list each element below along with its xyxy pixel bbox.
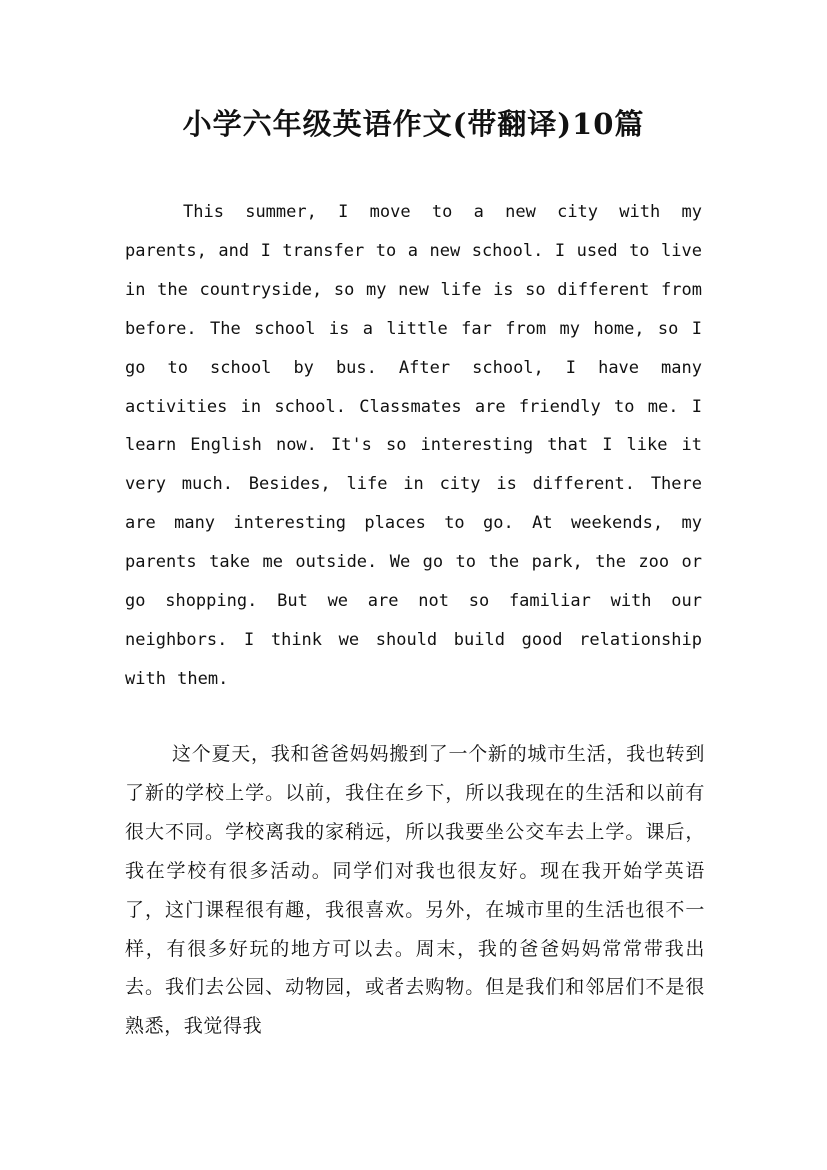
english-essay-paragraph: This summer, I move to a new city with my parents, and I transfer to a new school. I used to live in the countryside, so my new life is so different from before. The school is a little far from my home, so I go to school by bus. After school, I have many activities in school. Classmates are friendly to me. I learn English now. It's so interesting that I like it very much. Besides, life in city is different. There are many interesting places to go. At weekends, my parents take me outside. We go to the park, the zoo or go shopping. But we are not so familiar with our neighbors. I think we should build good relationship with them. bbox=[125, 202, 702, 689]
chinese-translation-paragraph: 这个夏天，我和爸爸妈妈搬到了一个新的城市生活，我也转到了新的学校上学。以前，我住在乡下，所以我现在的生活和以前有很大不同。学校离我的家稍远，所以我要坐公交车去上学。课后，我在学校有很多活动。同学们对我也很友好。现在我开始学英语了，这门课程很有趣，我很喜欢。另外，在城市里的生活也很不一样，有很多好玩的地方可以去。周末，我的爸爸妈妈常常带我出去。我们去公园、动物园，或者去购物。但是我们和邻居们不是很熟悉，我觉得我 bbox=[125, 743, 705, 1038]
document-title: 小学六年级英语作文(带翻译)10篇 bbox=[182, 107, 645, 141]
